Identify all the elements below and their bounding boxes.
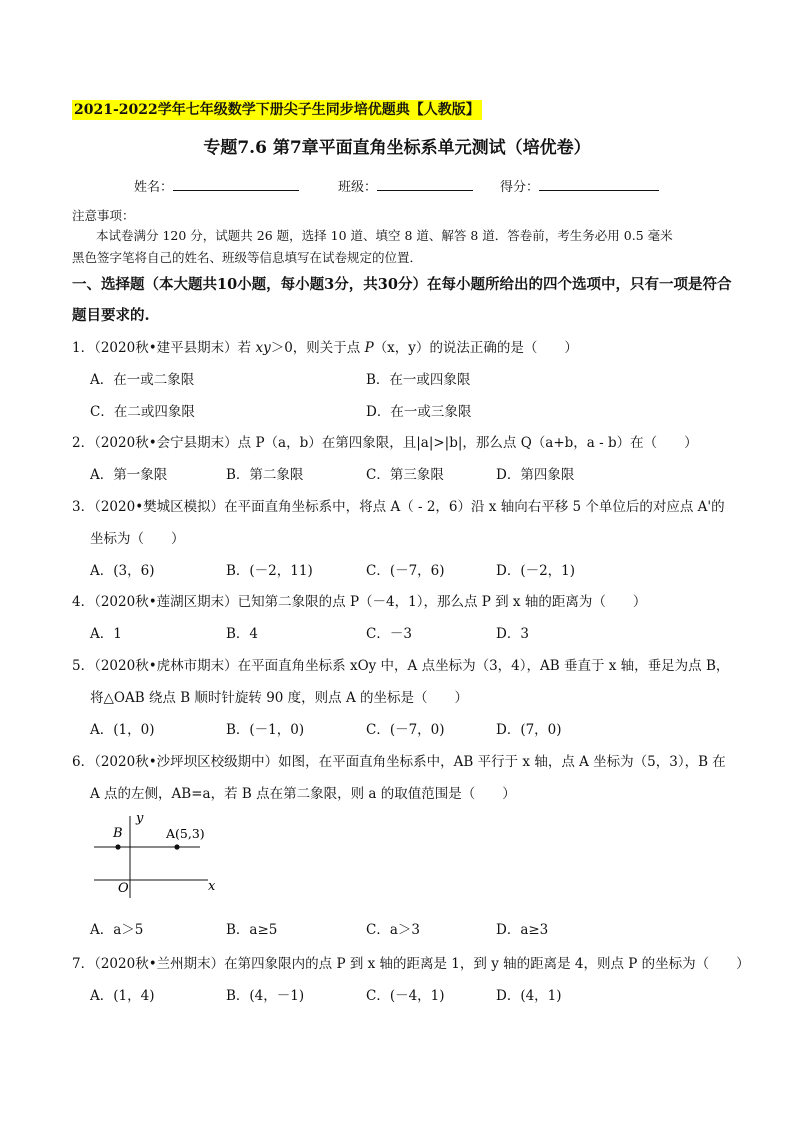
q1-option-b[interactable]: B．在一或四象限 xyxy=(366,372,471,388)
q5-option-b[interactable]: B．(－1，0) xyxy=(226,722,305,738)
name-blank xyxy=(173,176,299,191)
coordinate-figure xyxy=(90,808,230,900)
question-3-line-2: 坐标为（ ） xyxy=(90,531,185,547)
class-field xyxy=(338,176,473,195)
label-origin: O xyxy=(118,881,129,896)
q1-option-d[interactable]: D．在一或三象限 xyxy=(366,404,472,420)
q1-prefix: 1．（2020秋•建平县期末）若 xyxy=(72,340,256,356)
q5-option-d[interactable]: D．(7，0) xyxy=(496,722,562,738)
score-label: 得分： xyxy=(500,180,540,195)
score-field xyxy=(500,176,659,195)
q3-option-b[interactable]: B．(－2，11) xyxy=(226,563,313,579)
name-field xyxy=(134,176,299,195)
question-5-line-2: 将△OAB 绕点 B 顺时针旋转 90 度，则点 A 的坐标是（ ） xyxy=(90,690,469,706)
question-6-line-1: 6．（2020秋•沙坪坝区校级期中）如图，在平面直角坐标系中，AB 平行于 x 轴，点 A 坐标为（5，3），B 在 xyxy=(72,754,726,770)
score-blank xyxy=(539,176,659,191)
q2-option-c[interactable]: C．第三象限 xyxy=(366,467,444,483)
section-heading-line-2: 题目要求的. xyxy=(72,307,150,324)
label-a: A(5,3) xyxy=(166,826,205,841)
question-4: 4．（2020秋•莲湖区期末）已知第二象限的点 P（－4，1），那么点 P 到 x 轴的距离为（ ） xyxy=(72,594,647,610)
q1-var-xy: xy xyxy=(255,340,271,356)
q7-option-a[interactable]: A．(1，4) xyxy=(90,988,155,1004)
q2-option-a[interactable]: A．第一象限 xyxy=(90,467,168,483)
q4-option-b[interactable]: B．4 xyxy=(226,626,259,642)
notes-line-2: 黑色签字笔将自己的姓名、班级等信息填写在试卷规定的位置． xyxy=(72,250,423,265)
q3-option-c[interactable]: C．(－7，6) xyxy=(366,563,445,579)
q1-suffix: 的说法正确的是（ ） xyxy=(429,340,578,356)
exam-title: 专题7.6 第7章平面直角坐标系单元测试（培优卷） xyxy=(203,138,591,158)
q1-option-a[interactable]: A．在一或二象限 xyxy=(90,372,195,388)
q1-option-c[interactable]: C．在二或四象限 xyxy=(90,404,195,420)
q7-option-b[interactable]: B．(4，－1) xyxy=(226,988,305,1004)
q2-option-d[interactable]: D．第四象限 xyxy=(496,467,575,483)
q7-option-d[interactable]: D．(4，1) xyxy=(496,988,562,1004)
question-6-line-2: A 点的左侧，AB=a，若 B 点在第二象限，则 a 的取值范围是（ ） xyxy=(90,786,516,802)
q4-option-c[interactable]: C．－3 xyxy=(366,626,412,642)
section-heading-line-1: 一、选择题（本大题共10小题，每小题3分，共30分）在每小题所给出的四个选项中，只有一项是符合 xyxy=(72,276,732,293)
q1-mid: ＞0，则关于点 xyxy=(270,340,365,356)
class-label: 班级： xyxy=(338,180,378,195)
point-a xyxy=(174,844,179,849)
notes-line-1: 本试卷满分 120 分，试题共 26 题，选择 10 道、填空 8 道、解答 8 道．答卷前，考生务必用 0.5 毫米 xyxy=(96,228,673,243)
label-x: x xyxy=(208,879,216,894)
q1-var-p: P xyxy=(364,340,374,356)
point-b xyxy=(115,844,120,849)
series-banner: 2021-2022学年七年级数学下册尖子生同步培优题典【人教版】 xyxy=(74,102,480,118)
q6-option-a[interactable]: A．a＞5 xyxy=(90,922,144,938)
q5-option-a[interactable]: A．(1，0) xyxy=(90,722,155,738)
q6-option-c[interactable]: C．a＞3 xyxy=(366,922,420,938)
q3-option-d[interactable]: D．(－2，1) xyxy=(496,563,576,579)
q1-coord: （x，y） xyxy=(373,340,430,356)
label-b: B xyxy=(113,826,123,841)
q7-option-c[interactable]: C．(－4，1) xyxy=(366,988,445,1004)
label-y: y xyxy=(136,811,144,826)
notes-heading: 注意事项： xyxy=(72,208,135,223)
question-7: 7．（2020秋•兰州期末）在第四象限内的点 P 到 x 轴的距离是 1，到 y 轴的距离是 4，则点 P 的坐标为（ ） xyxy=(72,956,750,972)
q2-option-b[interactable]: B．第二象限 xyxy=(226,467,304,483)
question-2: 2．（2020秋•会宁县期末）点 P（a，b）在第四象限，且|a|>|b|，那么点 Q（a+b，a - b）在（ ） xyxy=(72,435,698,451)
name-label: 姓名： xyxy=(134,180,174,195)
q4-option-a[interactable]: A．1 xyxy=(90,626,122,642)
class-blank xyxy=(377,176,473,191)
q5-option-c[interactable]: C．(－7，0) xyxy=(366,722,445,738)
question-5-line-1: 5．（2020秋•虎林市期末）在平面直角坐标系 xOy 中，A 点坐标为（3，4），AB 垂直于 x 轴，垂足为点 B， xyxy=(72,658,730,674)
q4-option-d[interactable]: D．3 xyxy=(496,626,529,642)
q6-option-d[interactable]: D．a≥3 xyxy=(496,922,549,938)
question-3-line-1: 3．（2020•樊城区模拟）在平面直角坐标系中，将点 A（ - 2，6）沿 x 轴向右平移 5 个单位后的对应点 A'的 xyxy=(72,499,725,515)
q3-option-a[interactable]: A．(3，6) xyxy=(90,563,155,579)
question-1 xyxy=(72,336,578,356)
q6-option-b[interactable]: B．a≥5 xyxy=(226,922,278,938)
